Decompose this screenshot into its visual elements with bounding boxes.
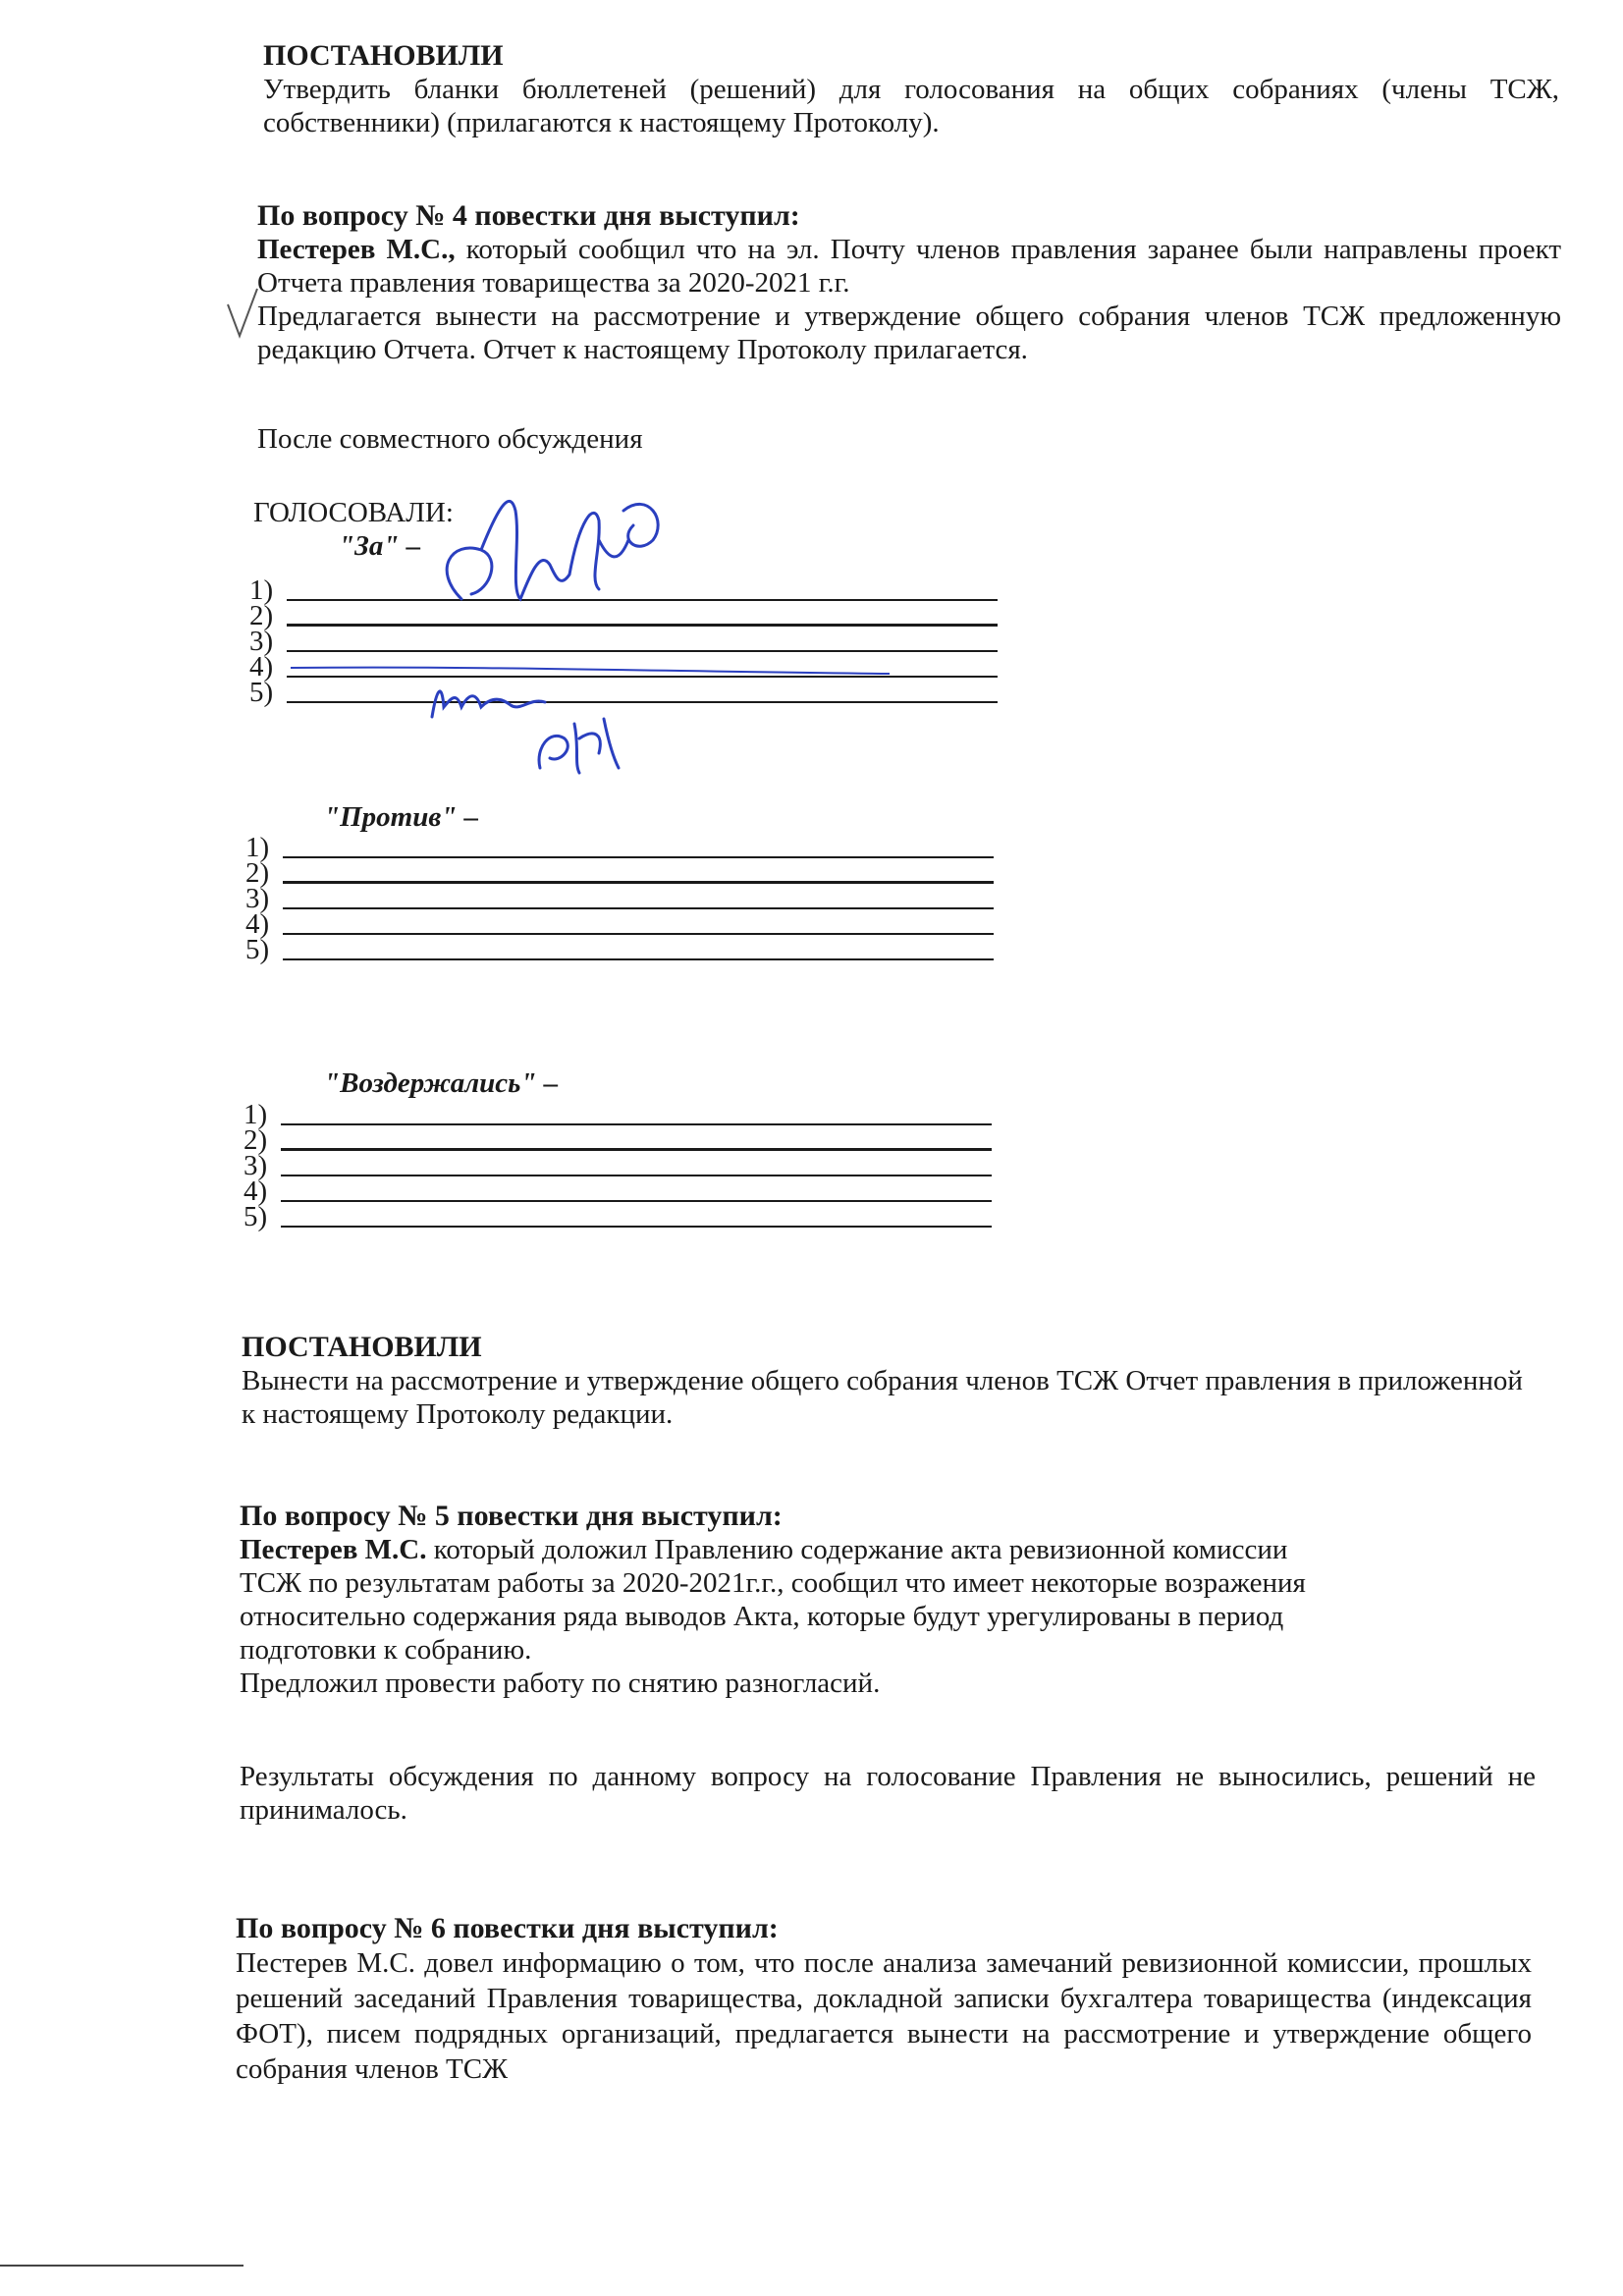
handwritten-signature-3 (520, 709, 638, 778)
signature-line (287, 701, 998, 703)
vote-group-for (249, 574, 998, 708)
decision-2-heading: ПОСТАНОВИЛИ (242, 1331, 482, 1363)
vote-row-number: 3) (249, 626, 274, 657)
vote-row (243, 1099, 992, 1130)
vote-row-number: 3) (243, 1150, 268, 1181)
scan-edge-mark (0, 2265, 243, 2267)
signature-line (283, 856, 994, 858)
question-5-text-1: который доложил Правлению содержание акта ревизионной комиссии (426, 1534, 1288, 1565)
vote-row (249, 626, 998, 657)
signature-line (287, 624, 998, 627)
question-4-discussion: После совместного обсуждения (257, 423, 643, 455)
vote-row-number: 2) (243, 1124, 268, 1156)
vote-row (243, 1175, 992, 1207)
signature-line (287, 676, 998, 678)
question-6-text: Пестерев М.С. довел информацию о том, что после анализа замечаний ревизионной комиссии, прошлых решений заседаний Правления товарищества, докладной записки бухгалтера товарищества (индексация ФОТ), писем подрядных организаций, предлагается вынести на рассмотрение и утверждение общего собрания членов ТСЖ (236, 1947, 1532, 2085)
vote-row-number: 4) (249, 651, 274, 683)
signature-line (281, 1148, 992, 1151)
question-5-text-2: ТСЖ по результатам работы за 2020-2021г.г., сообщил что имеет некоторые возражения (240, 1567, 1306, 1599)
question-4-speaker-text: который сообщил что на эл. Почту членов правления заранее были направлены проект Отчета правления товарищества за 2020-2021 г.г. (257, 234, 1561, 299)
vote-row (245, 934, 994, 965)
voting-title: ГОЛОСОВАЛИ: (253, 497, 454, 528)
vote-row (245, 832, 994, 863)
signature-line (281, 1123, 992, 1125)
question-4-heading: По вопросу № 4 повестки дня выступил: (257, 199, 800, 232)
vote-row (243, 1150, 992, 1181)
vote-row-number: 1) (243, 1099, 268, 1130)
vote-row (249, 574, 998, 606)
vote-row (243, 1201, 992, 1232)
vote-row-number: 5) (249, 677, 274, 708)
signature-line (281, 1226, 992, 1228)
question-5-speaker: Пестерев М.С. (240, 1534, 427, 1565)
vote-row-number: 4) (245, 908, 270, 940)
vote-row (249, 600, 998, 631)
question-4-proposal: Предлагается вынести на рассмотрение и утверждение общего собрания членов ТСЖ предложенную редакцию Отчета. Отчет к настоящему Протоколу прилагается. (257, 301, 1561, 365)
vote-row-number: 2) (249, 600, 274, 631)
vote-group-abstained-label: "Воздержались" – (324, 1067, 559, 1099)
signature-line (283, 933, 994, 935)
signature-line (283, 907, 994, 909)
question-4-speaker: Пестерев М.С., (257, 234, 456, 265)
signature-line (287, 599, 998, 601)
vote-group-against (245, 832, 994, 965)
vote-row-number: 5) (245, 934, 270, 965)
decision-2 (242, 1331, 1538, 1431)
signature-line (283, 958, 994, 960)
vote-row (245, 908, 994, 940)
question-6-heading: По вопросу № 6 повестки дня выступил: (236, 1912, 779, 1944)
question-4-speaker-paragraph (257, 233, 1561, 300)
question-5-text-4: подготовки к собранию. (240, 1634, 532, 1666)
question-5-text-5: Предложил провести работу по снятию разногласий. (240, 1667, 881, 1699)
decision-1 (263, 39, 1559, 139)
question-5 (240, 1500, 1555, 1700)
question-5-heading: По вопросу № 5 повестки дня выступил: (240, 1500, 783, 1532)
question-4 (257, 199, 1561, 366)
vote-row (245, 857, 994, 889)
question-5-result: Результаты обсуждения по данному вопросу на голосование Правления не выносились, решений не принималось. (240, 1761, 1536, 1826)
vote-row-number: 1) (249, 574, 274, 606)
decision-2-text: Вынести на рассмотрение и утверждение общего собрания членов ТСЖ Отчет правления в приложенной к настоящему Протоколу редакции. (242, 1365, 1523, 1430)
question-6 (236, 1912, 1532, 2087)
vote-group-for-label: "За" – (339, 530, 421, 562)
vote-row (249, 651, 998, 683)
signature-line (281, 1175, 992, 1176)
vote-row-number: 1) (245, 832, 270, 863)
vote-row (243, 1124, 992, 1156)
vote-row (249, 677, 998, 708)
vote-row-number: 4) (243, 1175, 268, 1207)
vote-group-against-label: "Против" – (324, 801, 479, 833)
decision-1-text: Утвердить бланки бюллетеней (решений) для голосования на общих собраниях (члены ТСЖ, собственники) (прилагаются к настоящему Протоколу). (263, 74, 1559, 138)
signature-line (281, 1200, 992, 1202)
vote-group-abstained (243, 1099, 992, 1232)
decision-1-heading: ПОСТАНОВИЛИ (263, 39, 504, 72)
vote-row-number: 2) (245, 857, 270, 889)
signature-line (283, 881, 994, 884)
signature-line (287, 650, 998, 652)
vote-row-number: 3) (245, 883, 270, 914)
question-5-line-1 (240, 1533, 1555, 1566)
question-5-text-3: относительно содержания ряда выводов Акта, которые будут урегулированы в период (240, 1601, 1284, 1632)
vote-row-number: 5) (243, 1201, 268, 1232)
vote-row (245, 883, 994, 914)
